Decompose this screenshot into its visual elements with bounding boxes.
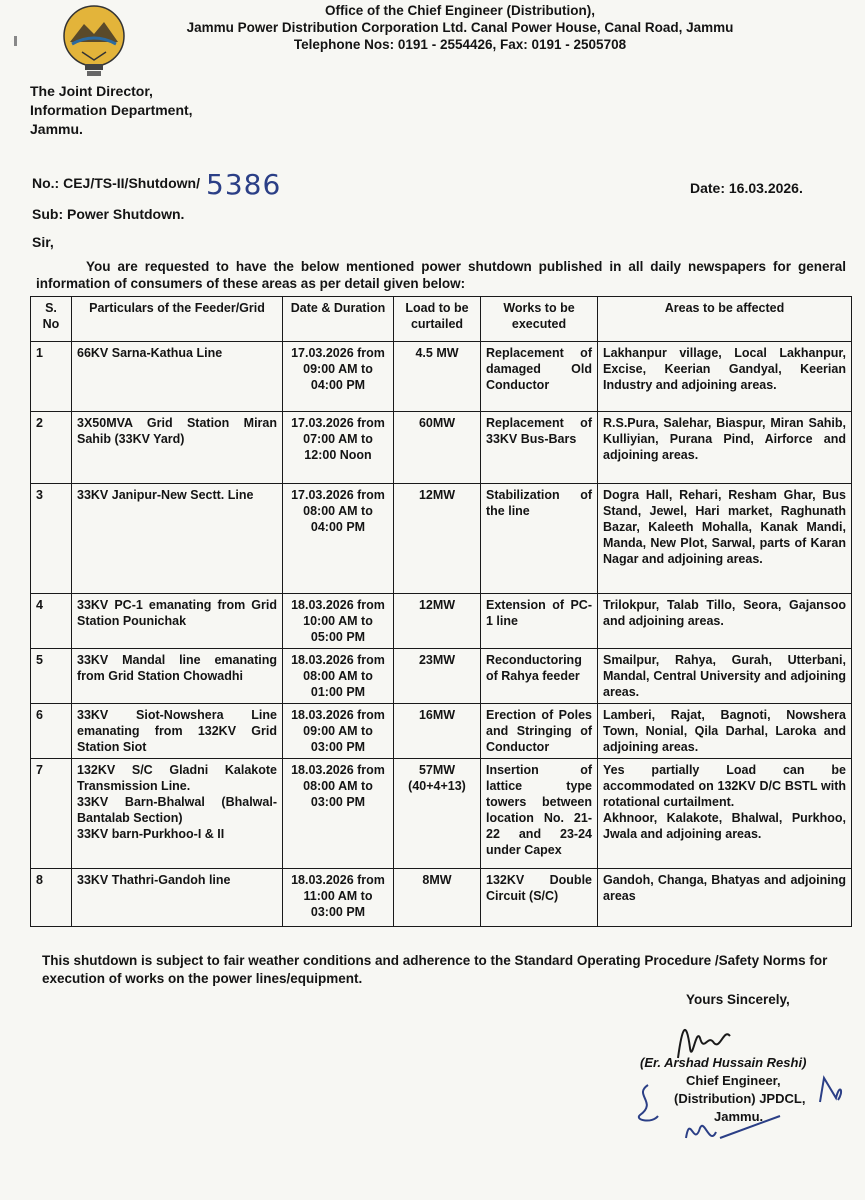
- table-row: [31, 869, 852, 927]
- cell-feeder: 33KV PC-1 emanating from Grid Station Pounichak: [72, 594, 283, 649]
- signatory-name: (Er. Arshad Hussain Reshi): [640, 1055, 807, 1070]
- cell-sno: 5: [31, 649, 72, 704]
- signatory-dept: (Distribution) JPDCL,: [674, 1091, 806, 1106]
- cell-areas: [598, 759, 852, 869]
- cell-sno: 2: [31, 412, 72, 484]
- subject-line: Sub: Power Shutdown.: [32, 206, 185, 222]
- signature-block: [640, 1054, 806, 1126]
- addressee: [30, 82, 193, 139]
- jpdcl-logo-icon: [52, 2, 136, 86]
- cell-feeder: 33KV Janipur-New Sectt. Line: [72, 484, 283, 594]
- cell-areas: Lakhanpur village, Local Lakhanpur, Excise, Keerian Gandyal, Keerian Industry and adjoining areas.: [598, 342, 852, 412]
- cell-works: Stabilization of the line: [481, 484, 598, 594]
- table-row: [31, 649, 852, 704]
- cell-works: Extension of PC-1 line: [481, 594, 598, 649]
- cell-works: Replacement of 33KV Bus-Bars: [481, 412, 598, 484]
- signatory-title: Chief Engineer,: [686, 1073, 781, 1088]
- cell-sno: 1: [31, 342, 72, 412]
- addressee-line: The Joint Director,: [30, 83, 153, 99]
- addressee-line: Jammu.: [30, 121, 83, 137]
- cell-sno: 7: [31, 759, 72, 869]
- cell-areas: Trilokpur, Talab Tillo, Seora, Gajansoo and adjoining areas.: [598, 594, 852, 649]
- cell-load: 23MW: [394, 649, 481, 704]
- cell-areas: Gandoh, Changa, Bhatyas and adjoining areas: [598, 869, 852, 927]
- signatory-place: Jammu.: [714, 1109, 764, 1124]
- cell-feeder: 33KV Mandal line emanating from Grid Station Chowadhi: [72, 649, 283, 704]
- initial-mark: [812, 1072, 848, 1108]
- col-header-areas: Areas to be affected: [598, 297, 852, 342]
- cell-feeder: 66KV Sarna-Kathua Line: [72, 342, 283, 412]
- feeder-line: 132KV S/C Gladni Kalakote Transmission Line.: [77, 763, 277, 793]
- col-header-load: Load to be curtailed: [394, 297, 481, 342]
- table-header-row: [31, 297, 852, 342]
- cell-load: 60MW: [394, 412, 481, 484]
- reference-number: [32, 162, 282, 201]
- intro-paragraph: You are requested to have the below mentioned power shutdown published in all daily newspapers for general information of consumers of these areas as per detail given below:: [36, 259, 846, 291]
- cell-works: Insertion of lattice type towers between location No. 21-22 and 23-24 under Capex: [481, 759, 598, 869]
- closing: Yours Sincerely,: [686, 992, 790, 1007]
- areas-note: Yes partially Load can be accommodated on 132KV D/C BSTL with rotational curtailment.: [603, 763, 846, 809]
- table-row: [31, 759, 852, 869]
- col-header-works: Works to be executed: [481, 297, 598, 342]
- letterhead-contact: Telephone Nos: 0191 - 2554426, Fax: 0191 - 2505708: [293, 37, 627, 52]
- reference-handwritten-number: 5386: [206, 168, 282, 201]
- cell-works: 132KV Double Circuit (S/C): [481, 869, 598, 927]
- cell-load: 4.5 MW: [394, 342, 481, 412]
- table-row: [31, 704, 852, 759]
- cell-duration: 17.03.2026 from 07:00 AM to 12:00 Noon: [283, 412, 394, 484]
- cell-feeder: 33KV Siot-Nowshera Line emanating from 132KV Grid Station Siot: [72, 704, 283, 759]
- load-total: 57MW: [418, 763, 456, 777]
- cell-duration: 18.03.2026 from 08:00 AM to 03:00 PM: [283, 759, 394, 869]
- load-breakup: (40+4+13): [408, 779, 466, 793]
- letterhead-company: Jammu Power Distribution Corporation Ltd. Canal Power House, Canal Road, Jammu: [186, 20, 734, 35]
- edge-mark: [14, 36, 17, 46]
- cell-works: Erection of Poles and Stringing of Conductor: [481, 704, 598, 759]
- cell-areas: Dogra Hall, Rehari, Resham Ghar, Bus Stand, Jewel, Hari market, Raghunath Bazar, Kaleeth Mohalla, Kanak Mandi, Manda, New Plot, Sarwal, parts of Karan Nagar and adjoining areas.: [598, 484, 852, 594]
- addressee-line: Information Department,: [30, 102, 193, 118]
- cell-sno: 8: [31, 869, 72, 927]
- feeder-line: 33KV barn-Purkhoo-I & II: [77, 827, 225, 841]
- table-row: [31, 342, 852, 412]
- cell-load: 12MW: [394, 594, 481, 649]
- col-header-duration: Date & Duration: [283, 297, 394, 342]
- cell-load: [394, 759, 481, 869]
- cell-duration: 18.03.2026 from 11:00 AM to 03:00 PM: [283, 869, 394, 927]
- cell-sno: 4: [31, 594, 72, 649]
- cell-feeder: 33KV Thathri-Gandoh line: [72, 869, 283, 927]
- letterhead-office: Office of the Chief Engineer (Distribution),: [325, 3, 595, 18]
- cell-load: 8MW: [394, 869, 481, 927]
- cell-areas: Lamberi, Rajat, Bagnoti, Nowshera Town, Nonial, Qila Darhal, Laroka and adjoining areas.: [598, 704, 852, 759]
- cell-feeder: 3X50MVA Grid Station Miran Sahib (33KV Yard): [72, 412, 283, 484]
- cell-load: 12MW: [394, 484, 481, 594]
- cell-feeder: [72, 759, 283, 869]
- letterhead: [160, 2, 760, 53]
- cell-duration: 18.03.2026 from 08:00 AM to 01:00 PM: [283, 649, 394, 704]
- reference-label: No.: CEJ/TS-II/Shutdown/: [32, 175, 200, 191]
- cell-sno: 3: [31, 484, 72, 594]
- cell-load: 16MW: [394, 704, 481, 759]
- shutdown-condition-note: This shutdown is subject to fair weather conditions and adherence to the Standard Operating Procedure /Safety Norms for execution of works on the power lines/equipment.: [42, 953, 828, 986]
- salutation: Sir,: [32, 234, 54, 250]
- cell-works: Reconductoring of Rahya feeder: [481, 649, 598, 704]
- areas-list: Akhnoor, Kalakote, Bhalwal, Purkhoo, Jwala and adjoining areas.: [603, 811, 846, 841]
- col-header-sno: S. No: [31, 297, 72, 342]
- cell-works: Replacement of damaged Old Conductor: [481, 342, 598, 412]
- cell-duration: 18.03.2026 from 09:00 AM to 03:00 PM: [283, 704, 394, 759]
- table-row: [31, 484, 852, 594]
- col-header-feeder: Particulars of the Feeder/Grid: [72, 297, 283, 342]
- table-row: [31, 594, 852, 649]
- cell-sno: 6: [31, 704, 72, 759]
- cell-areas: Smailpur, Rahya, Gurah, Utterbani, Mandal, Central University and adjoining areas.: [598, 649, 852, 704]
- table-row: [31, 412, 852, 484]
- feeder-line: 33KV Barn-Bhalwal (Bhalwal-Bantalab Section): [77, 795, 277, 825]
- shutdown-table: [30, 296, 852, 927]
- cell-duration: 17.03.2026 from 08:00 AM to 04:00 PM: [283, 484, 394, 594]
- cell-duration: 17.03.2026 from 09:00 AM to 04:00 PM: [283, 342, 394, 412]
- cell-duration: 18.03.2026 from 10:00 AM to 05:00 PM: [283, 594, 394, 649]
- cell-areas: R.S.Pura, Salehar, Biaspur, Miran Sahib, Kulliyian, Purana Pind, Airforce and adjoining areas.: [598, 412, 852, 484]
- letter-date: Date: 16.03.2026.: [690, 180, 803, 196]
